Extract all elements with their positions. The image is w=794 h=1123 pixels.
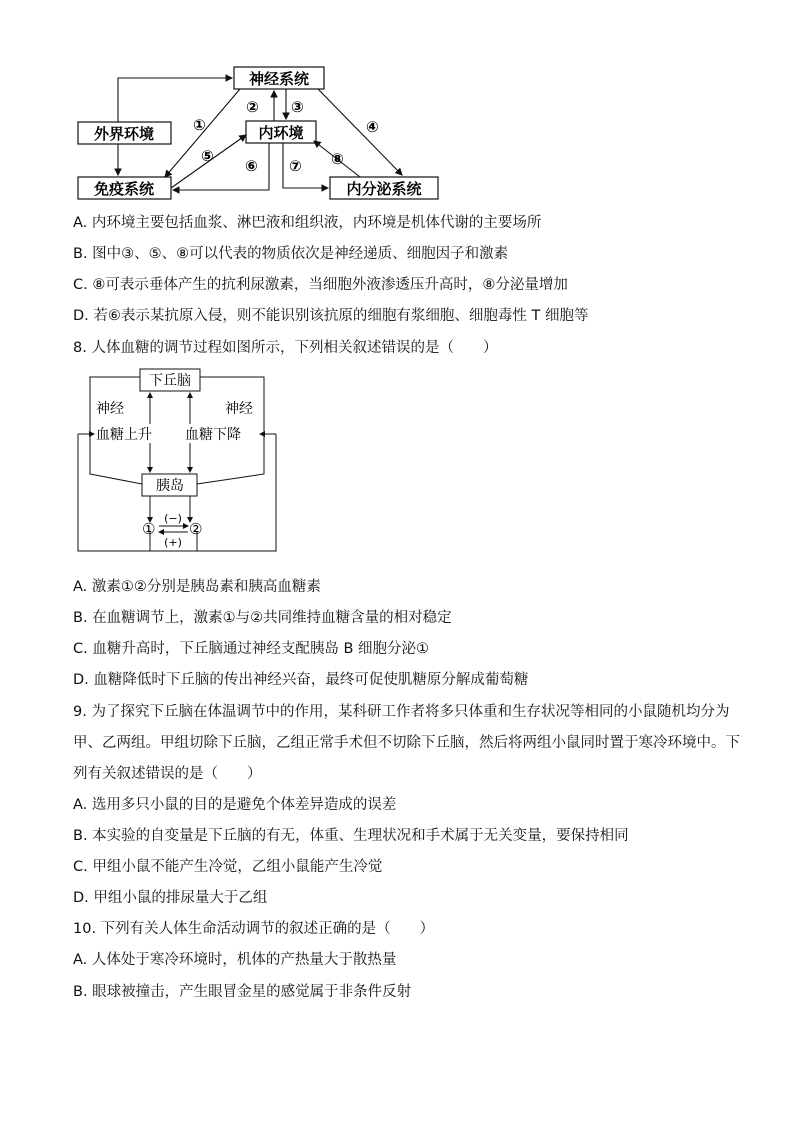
q7-option-c: C. ⑧可表示垂体产生的抗利尿激素，当细胞外液渗透压升高时，⑧分泌量增加 [73, 277, 568, 293]
glucose-down-label: 血糖下降 [185, 427, 241, 443]
q8-stem: 8. 人体血糖的调节过程如图所示，下列相关叙述错误的是（ ） [73, 340, 498, 356]
q9-stem-line-3: 列有关叙述错误的是（ ） [73, 766, 262, 782]
q8-option-d: D. 血糖降低时下丘脑的传出神经兴奋，最终可促使肌糖原分解成葡萄糖 [73, 672, 529, 688]
hormone-1-label: ① [142, 520, 156, 538]
q10-option-b: B. 眼球被撞击，产生眼冒金星的感觉属于非条件反射 [73, 984, 412, 1000]
label-5: ⑤ [201, 147, 214, 165]
q9-option-a: A. 选用多只小鼠的目的是避免个体差异造成的误差 [73, 797, 397, 813]
inhibit-label: (−) [164, 512, 182, 525]
islet-label: 胰岛 [156, 478, 184, 494]
q8-option-a: A. 激素①②分别是胰岛素和胰高血糖素 [73, 579, 321, 595]
q7-option-d: D. 若⑥表示某抗原入侵，则不能识别该抗原的细胞有浆细胞、细胞毒性 T 细胞等 [73, 308, 589, 324]
q10-stem: 10. 下列有关人体生命活动调节的叙述正确的是（ ） [73, 921, 435, 937]
node-nervous: 神经系统 [248, 70, 310, 88]
label-2: ② [246, 98, 259, 116]
q9-stem-line-2: 甲、乙两组。甲组切除下丘脑，乙组正常手术但不切除下丘脑，然后将两组小鼠同时置于寒冷环境中。下 [73, 735, 740, 751]
q7-option-b: B. 图中③、⑤、⑧可以代表的物质依次是神经递质、细胞因子和激素 [73, 246, 509, 262]
label-7: ⑦ [289, 157, 302, 175]
node-internal: 内环境 [258, 124, 304, 142]
q9-stem-line-1: 9. 为了探究下丘脑在体温调节中的作用，某科研工作者将多只体重和生存状况等相同的小鼠随机均分为 [73, 704, 730, 720]
q7-option-a: A. 内环境主要包括血浆、淋巴液和组织液，内环境是机体代谢的主要场所 [73, 215, 542, 231]
label-6: ⑥ [245, 157, 258, 175]
glucose-regulation-diagram [70, 366, 285, 566]
label-4: ④ [366, 118, 379, 136]
regulation-network-diagram [60, 60, 460, 205]
hormone-2-label: ② [189, 520, 203, 538]
label-8: ⑧ [331, 150, 344, 168]
label-3: ③ [291, 98, 304, 116]
node-environment: 外界环境 [93, 125, 155, 143]
arrow-environment-to-nervous [118, 78, 232, 122]
promote-label: (+) [164, 536, 182, 549]
q8-option-b: B. 在血糖调节上，激素①与②共同维持血糖含量的相对稳定 [73, 610, 452, 626]
glucose-up-label: 血糖上升 [96, 427, 152, 443]
q9-option-c: C. 甲组小鼠不能产生冷觉，乙组小鼠能产生冷觉 [73, 859, 383, 875]
hypothalamus-label: 下丘脑 [149, 373, 191, 389]
nerve-right-label: 神经 [225, 401, 253, 417]
node-endocrine: 内分泌系统 [346, 180, 422, 198]
q10-option-a: A. 人体处于寒冷环境时，机体的产热量大于散热量 [73, 952, 397, 968]
label-1: ① [193, 116, 206, 134]
q8-option-c: C. 血糖升高时，下丘脑通过神经支配胰岛 B 细胞分泌① [73, 641, 430, 657]
q9-option-b: B. 本实验的自变量是下丘脑的有无，体重、生理状况和手术属于无关变量，要保持相同 [73, 828, 629, 844]
node-immune: 免疫系统 [93, 180, 155, 198]
q9-option-d: D. 甲组小鼠的排尿量大于乙组 [73, 890, 268, 906]
nerve-left-label: 神经 [96, 401, 124, 417]
